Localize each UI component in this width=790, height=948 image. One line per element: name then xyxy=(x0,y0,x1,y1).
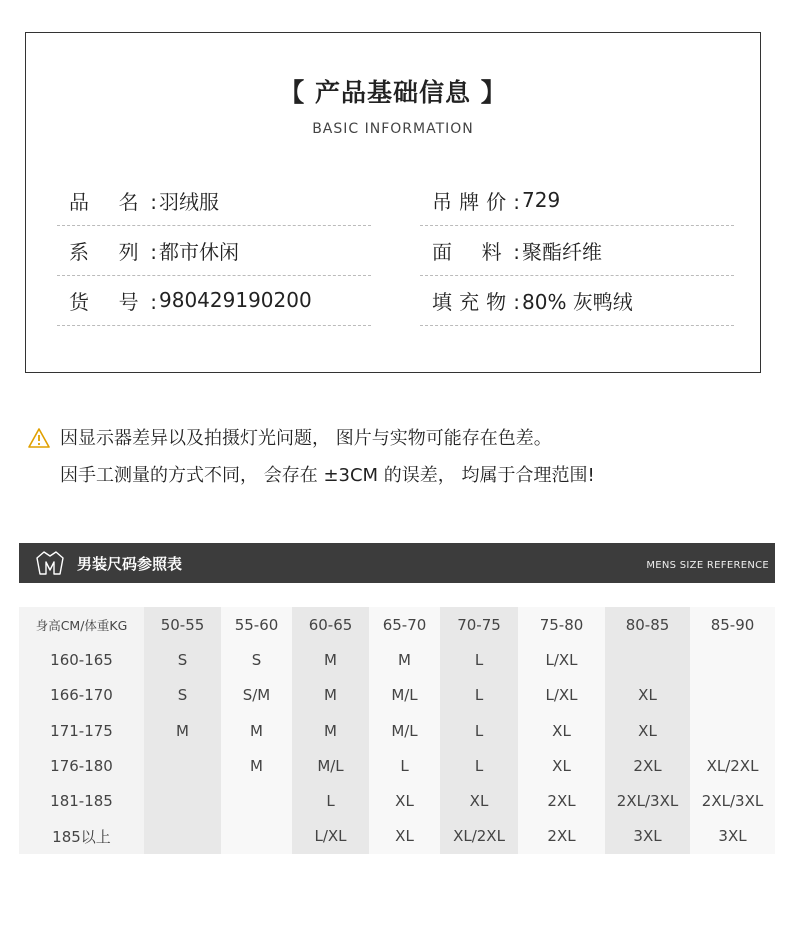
info-label: 吊牌价: xyxy=(432,189,520,214)
info-item-sku xyxy=(57,275,371,326)
size-table-cell: L xyxy=(292,783,369,818)
size-table-cell: 2XL xyxy=(518,783,605,818)
size-table-cell: XL xyxy=(605,713,690,748)
size-table-cell: M xyxy=(292,678,369,713)
size-table-header-cell: 75-80 xyxy=(518,607,605,642)
basic-info-panel xyxy=(25,32,761,373)
size-table-cell: M xyxy=(369,642,440,677)
size-table-cell xyxy=(144,783,221,818)
warning-icon xyxy=(28,428,50,448)
size-table-cell xyxy=(221,819,292,854)
size-table-height-cell: 185以上 xyxy=(19,819,144,854)
size-table-cell: M xyxy=(292,713,369,748)
size-table-cell xyxy=(690,713,775,748)
info-value: 80% 灰鸭绒 xyxy=(522,289,633,314)
size-table-header-cell: 65-70 xyxy=(369,607,440,642)
disclaimer-line-2: 因手工测量的方式不同， 会存在 ±3CM 的误差， 均属于合理范围! xyxy=(60,465,595,486)
size-table-cell: L xyxy=(369,748,440,783)
size-table-header-cell: 70-75 xyxy=(440,607,518,642)
size-table-height-cell: 176-180 xyxy=(19,748,144,783)
info-label: 货 号: xyxy=(69,289,157,314)
size-table-cell: L xyxy=(440,748,518,783)
size-table-height-cell: 160-165 xyxy=(19,642,144,677)
info-item-series xyxy=(57,225,371,276)
size-table-cell: XL/2XL xyxy=(440,819,518,854)
size-table-cell xyxy=(605,642,690,677)
size-chart-subtitle: MENS SIZE REFERENCE xyxy=(646,560,769,571)
size-table-cell: L xyxy=(440,678,518,713)
info-label: 填充物: xyxy=(432,289,520,314)
size-table-cell: 2XL xyxy=(605,748,690,783)
size-table-cell: XL xyxy=(605,678,690,713)
size-table-cell xyxy=(144,819,221,854)
size-table-height-cell: 166-170 xyxy=(19,678,144,713)
size-table-cell: XL xyxy=(518,748,605,783)
size-table-cell: XL/2XL xyxy=(690,748,775,783)
size-chart-table xyxy=(19,607,775,854)
size-table-header-cell: 55-60 xyxy=(221,607,292,642)
size-table-cell xyxy=(690,642,775,677)
size-table-row xyxy=(19,642,775,677)
size-table-cell: 2XL/3XL xyxy=(690,783,775,818)
size-table-cell: L xyxy=(440,713,518,748)
jacket-icon xyxy=(35,549,65,577)
size-table-row xyxy=(19,783,775,818)
size-table-row xyxy=(19,819,775,854)
size-table-cell: XL xyxy=(369,819,440,854)
size-chart-header xyxy=(19,543,775,583)
size-table-cell: XL xyxy=(369,783,440,818)
size-table-cell: L xyxy=(440,642,518,677)
size-table-cell xyxy=(221,783,292,818)
size-table-cell: XL xyxy=(518,713,605,748)
size-table-header-cell: 80-85 xyxy=(605,607,690,642)
size-table-cell: M xyxy=(221,748,292,783)
size-table-cell: M xyxy=(221,713,292,748)
disclaimer-line-1: 因显示器差异以及拍摄灯光问题， 图片与实物可能存在色差。 xyxy=(60,428,552,449)
size-table-header-cell: 身高CM/体重KG xyxy=(19,607,144,642)
size-table-header-cell: 60-65 xyxy=(292,607,369,642)
size-table-row xyxy=(19,678,775,713)
info-item-name xyxy=(57,175,371,226)
size-table-row xyxy=(19,713,775,748)
size-table-cell: 3XL xyxy=(605,819,690,854)
size-table-cell xyxy=(144,748,221,783)
size-table-row xyxy=(19,748,775,783)
size-table-cell: S xyxy=(221,642,292,677)
info-value: 聚酯纤维 xyxy=(522,239,602,264)
color-disclaimer xyxy=(28,420,595,494)
info-subtitle: BASIC INFORMATION xyxy=(312,121,474,137)
size-table-cell: XL xyxy=(440,783,518,818)
info-value: 都市休闲 xyxy=(159,239,239,264)
size-table-cell: 2XL/3XL xyxy=(605,783,690,818)
size-table-cell: M/L xyxy=(369,678,440,713)
size-table-cell xyxy=(690,678,775,713)
info-value: 羽绒服 xyxy=(159,189,219,214)
info-value: 729 xyxy=(522,188,561,212)
size-table-cell: 3XL xyxy=(690,819,775,854)
size-table-cell: S/M xyxy=(221,678,292,713)
size-table-cell: M xyxy=(292,642,369,677)
size-table-cell: M xyxy=(144,713,221,748)
size-table-cell: L/XL xyxy=(518,642,605,677)
size-table-header-cell: 50-55 xyxy=(144,607,221,642)
size-table-cell: M/L xyxy=(292,748,369,783)
info-label: 面 料: xyxy=(432,239,520,264)
size-table-cell: S xyxy=(144,678,221,713)
info-item-price xyxy=(420,175,734,226)
size-table-cell: L/XL xyxy=(292,819,369,854)
size-chart-title: 男装尺码参照表 xyxy=(77,555,183,573)
info-title: 【 产品基础信息 】 xyxy=(279,78,507,107)
size-table-header-cell: 85-90 xyxy=(690,607,775,642)
size-table-cell: S xyxy=(144,642,221,677)
info-label: 系 列: xyxy=(69,239,157,264)
size-table-cell: M/L xyxy=(369,713,440,748)
info-item-fabric xyxy=(420,225,734,276)
size-table-cell: L/XL xyxy=(518,678,605,713)
size-table-height-cell: 171-175 xyxy=(19,713,144,748)
size-table-cell: 2XL xyxy=(518,819,605,854)
info-item-filling xyxy=(420,275,734,326)
size-table-header-row xyxy=(19,607,775,642)
info-label: 品 名: xyxy=(69,189,157,214)
info-value: 980429190200 xyxy=(159,288,312,312)
size-table-height-cell: 181-185 xyxy=(19,783,144,818)
